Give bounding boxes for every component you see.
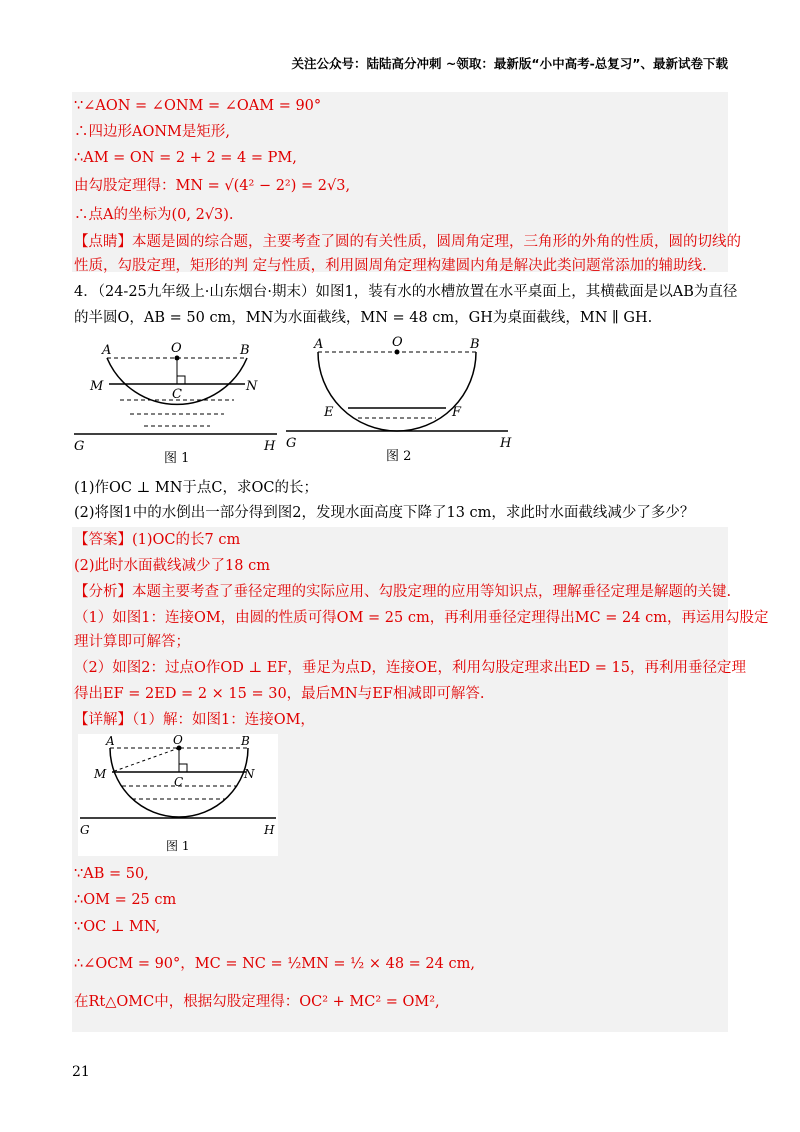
- analysis-line: 【分析】本题主要考查了垂径定理的实际应用、勾股定理的应用等知识点，理解垂径定理是解题的关键.: [74, 584, 732, 600]
- label-a: A: [102, 343, 112, 358]
- label-a: A: [106, 734, 115, 748]
- right-angle-mark: [179, 764, 187, 772]
- label-h: H: [500, 436, 512, 451]
- label-o: O: [392, 335, 403, 350]
- solution-line: ∵∠AON = ∠ONM = ∠OAM = 90°: [74, 98, 322, 114]
- question-part: (2)将图1中的水倒出一部分得到图2，发现水面高度下降了13 cm，求此时水面截线减少了多少？: [74, 505, 695, 521]
- label-b: B: [241, 734, 250, 748]
- label-e: E: [324, 405, 334, 420]
- figure-1: [72, 338, 292, 468]
- analysis-line: 得出EF = 2ED = 2 × 15 = 30，最后MN与EF相减即可解答.: [74, 686, 485, 702]
- figure-caption: 图 1: [164, 451, 190, 466]
- solution-line: ∴OM = 25 cm: [74, 892, 177, 908]
- center-point: [395, 350, 400, 355]
- label-a: A: [314, 337, 324, 352]
- right-angle-mark: [177, 376, 185, 384]
- question-line: 的半圆O，AB = 50 cm，MN为水面截线，MN = 48 cm，GH为桌面截线，MN ∥ GH.: [74, 310, 653, 326]
- label-b: B: [470, 337, 480, 352]
- label-g: G: [80, 823, 90, 837]
- solution-line: 由勾股定理得：MN = √(4² − 2²) = 2√3,: [74, 178, 351, 194]
- page-number: 21: [72, 1064, 90, 1080]
- label-m: M: [90, 379, 104, 394]
- comment-line: 性质，勾股定理，矩形的判 定与性质，利用圆周角定理构建圆内角是解决此类问题常添加的辅助线.: [74, 258, 707, 274]
- solution-line: ∴∠OCM = 90°，MC = NC = ½MN = ½ × 48 = 24 cm,: [74, 956, 475, 972]
- segment-om: [112, 748, 179, 772]
- label-o: O: [173, 734, 183, 747]
- figure-caption: 图 1: [166, 839, 190, 853]
- figure-1-detail: [78, 734, 278, 856]
- answer-line: 【答案】(1)OC的长7 cm: [74, 532, 241, 548]
- label-c: C: [174, 775, 184, 789]
- solution-line: ∴AM = ON = 2 + 2 = 4 = PM,: [74, 150, 297, 166]
- center-point: [175, 356, 180, 361]
- detail-line: 【详解】（1）解：如图1：连接OM，: [74, 712, 315, 728]
- figure-caption: 图 2: [386, 449, 412, 464]
- figure-2: [282, 334, 522, 469]
- question-part: (1)作OC ⊥ MN于点C，求OC的长；: [74, 480, 318, 496]
- solution-line: ∴点A的坐标为(0, 2√3).: [74, 207, 234, 223]
- analysis-line: 理计算即可解答；: [74, 634, 190, 650]
- label-n: N: [244, 767, 255, 781]
- label-f: F: [452, 405, 462, 420]
- label-n: N: [246, 379, 258, 394]
- solution-line: ∵OC ⊥ MN,: [74, 919, 161, 935]
- label-m: M: [94, 767, 107, 781]
- solution-line: ∵AB = 50,: [74, 866, 149, 882]
- label-c: C: [172, 387, 182, 402]
- label-h: H: [264, 439, 276, 454]
- label-o: O: [171, 341, 182, 356]
- analysis-line: （1）如图1：连接OM，由圆的性质可得OM = 25 cm，再利用垂径定理得出MC = 24 cm，再运用勾股定: [74, 610, 769, 626]
- answer-line: (2)此时水面截线减少了18 cm: [74, 558, 270, 574]
- question-line: 4．（24-25九年级上·山东烟台·期末）如图1，装有水的水槽放置在水平桌面上，其横截面是以AB为直径: [74, 284, 738, 300]
- label-g: G: [74, 439, 85, 454]
- analysis-line: （2）如图2：过点O作OD ⊥ EF，垂足为点D，连接OE，利用勾股定理求出ED = 15，再利用垂径定理: [74, 660, 746, 676]
- solution-line: ∴四边形AONM是矩形,: [74, 124, 231, 140]
- label-h: H: [264, 823, 275, 837]
- label-g: G: [286, 436, 297, 451]
- page-header: 关注公众号：陆陆高分冲刺 ~领取：最新版“小中高考-总复习”、最新试卷下载: [291, 56, 728, 71]
- solution-line: 在Rt△OMC中，根据勾股定理得：OC² + MC² = OM²,: [74, 994, 440, 1010]
- label-b: B: [240, 343, 250, 358]
- comment-line: 【点睛】本题是圆的综合题，主要考查了圆的有关性质，圆周角定理，三角形的外角的性质，圆的切线的: [74, 234, 741, 250]
